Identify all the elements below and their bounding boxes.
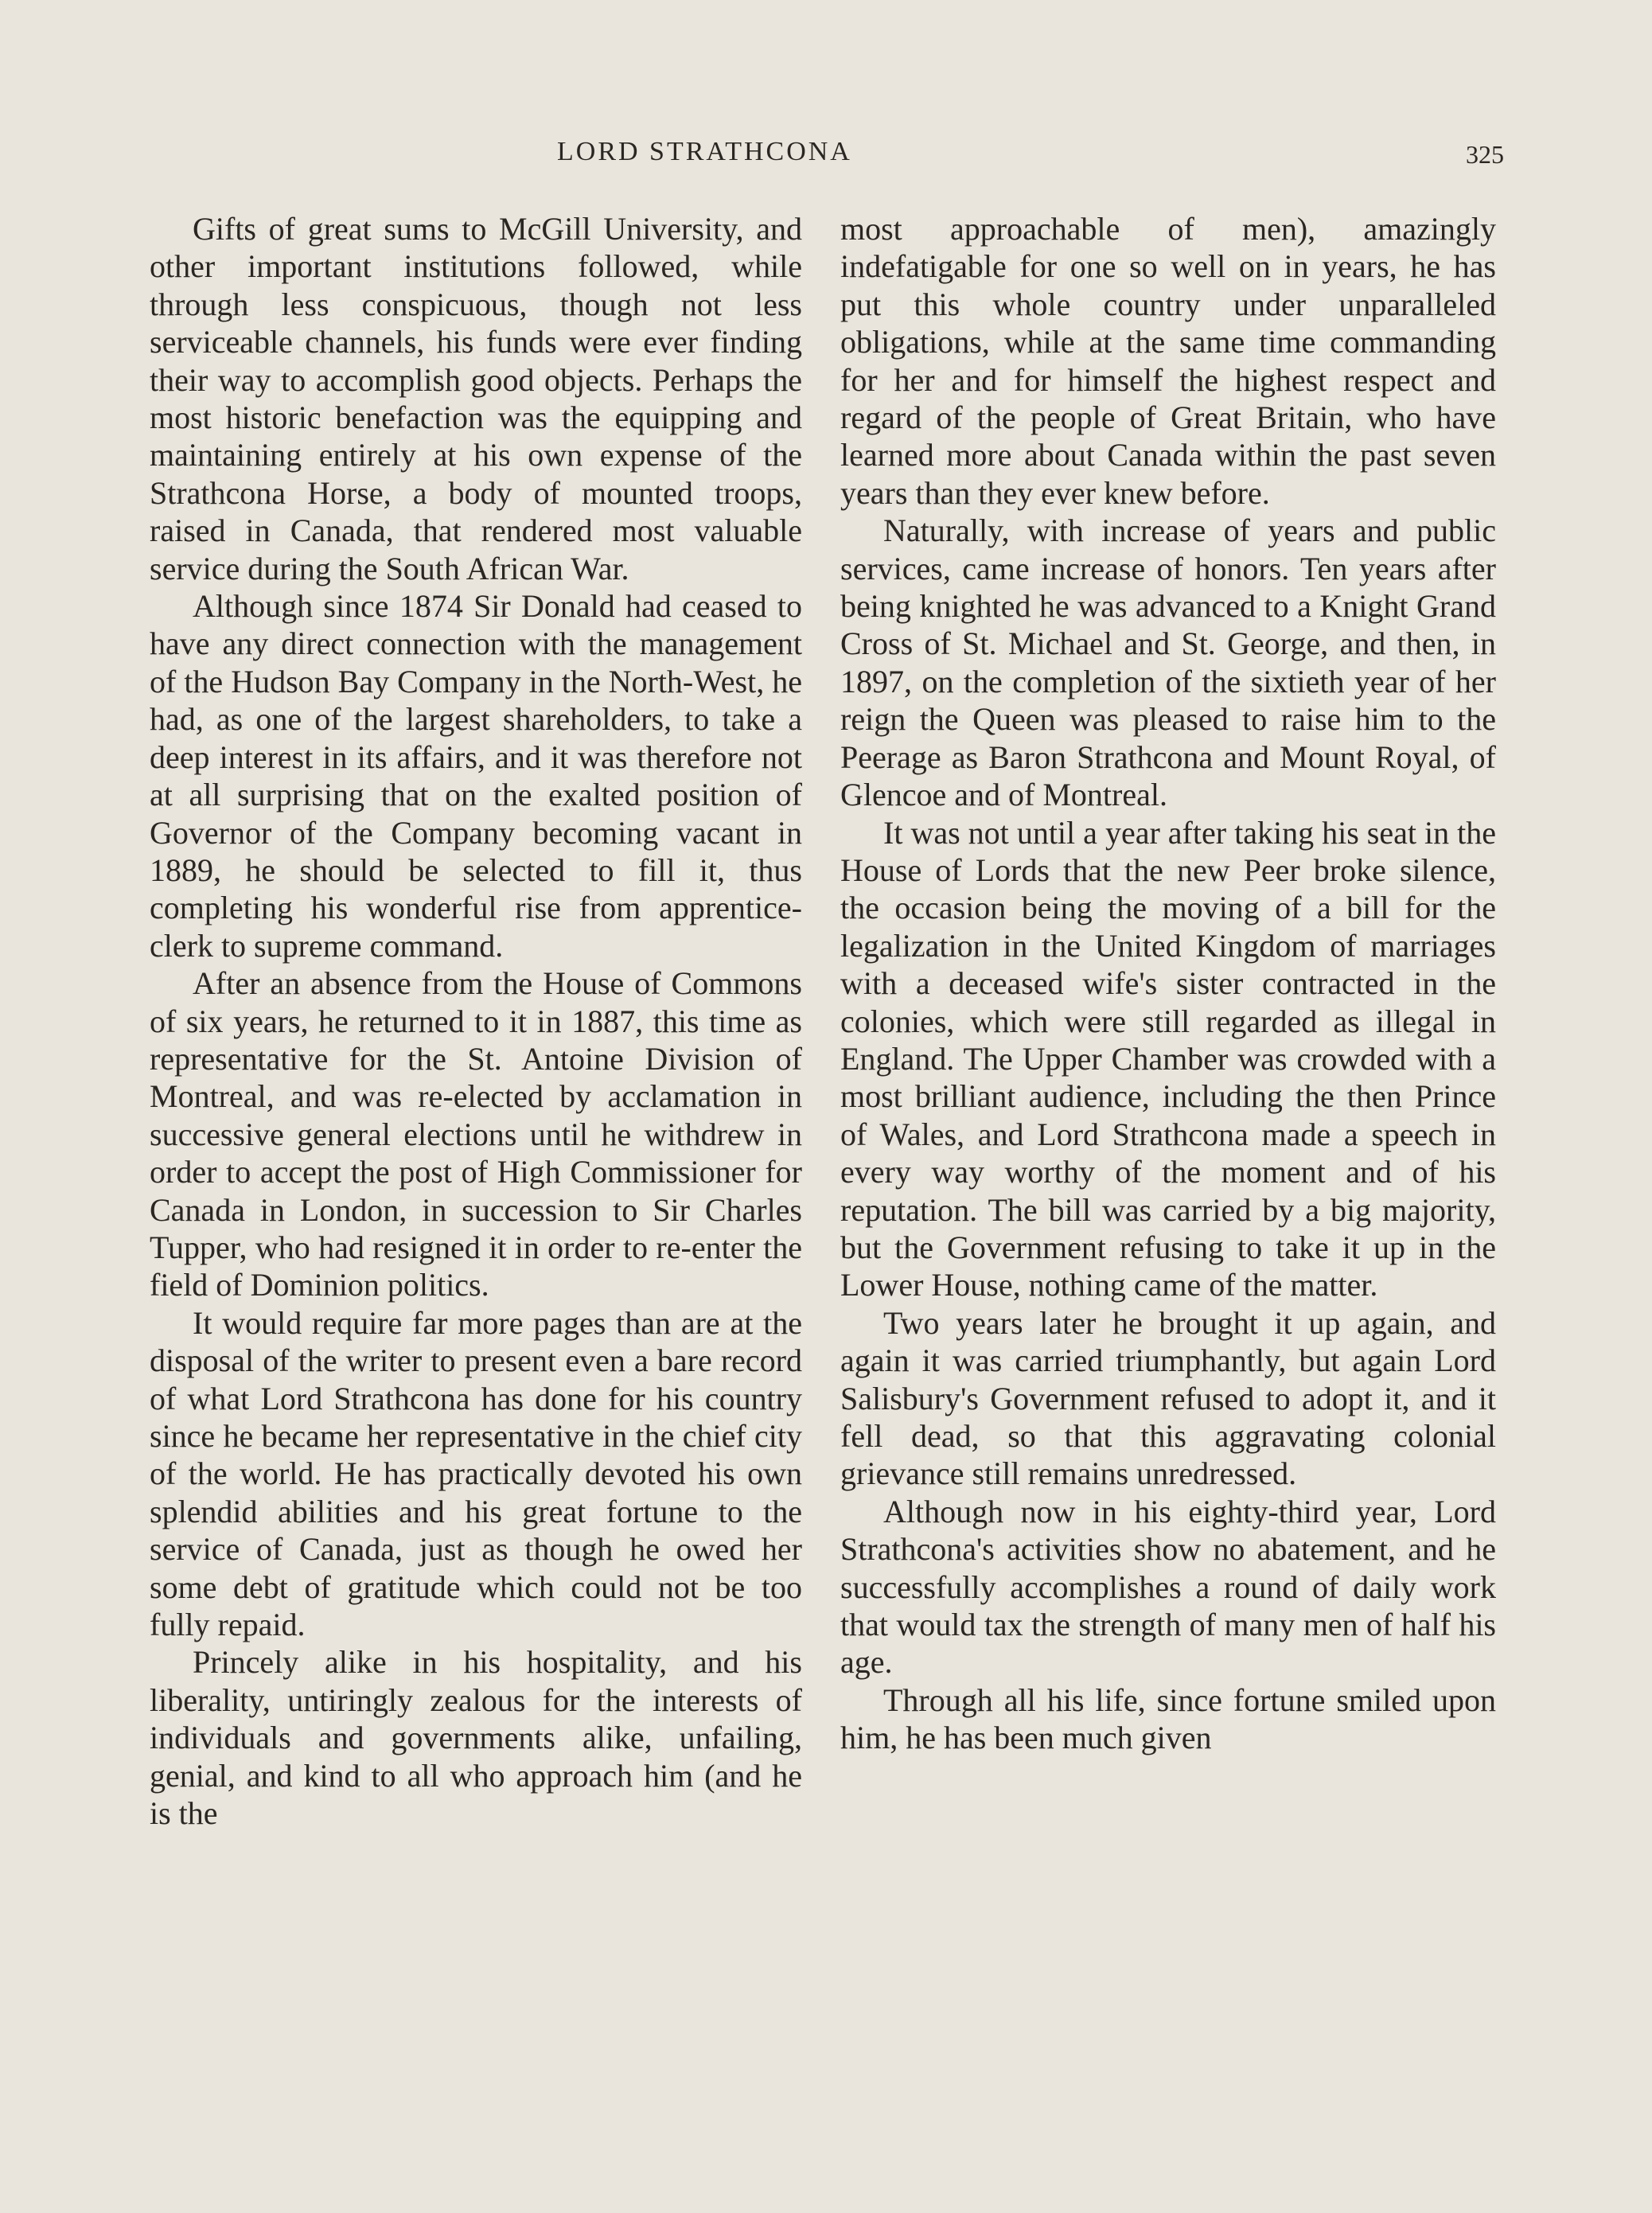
paragraph: Two years later he brought it up again, and again it was carried triumphantly, but again Lord Salisbury's Government refused to adopt it, and it fell dead, so that this aggravating colonial grievance still remains unredressed.	[840, 1304, 1496, 1492]
paragraph: It was not until a year after taking his seat in the House of Lords that the new Peer broke silence, the occasion being the moving of a bill for the legalization in the United Kingdom of marriages with a deceased wife's sister contracted in the colonies, which were still regarded as illegal in England. The Upper Chamber was crowded with a most brilliant audience, including the then Prince of Wales, and Lord Strathcona made a speech in every way worthy of the moment and of his reputation. The bill was carried by a big majority, but the Government refusing to take it up in the Lower House, nothing came of the matter.	[840, 814, 1496, 1303]
paragraph: Although now in his eighty-third year, Lord Strathcona's activities show no abatement, and he successfully accomplishes a round of daily work that would tax the strength of many men of half his age.	[840, 1493, 1496, 1681]
paragraph: Princely alike in his hospitality, and his liberality, untiringly zealous for the interests of individuals and governments alike, unfailing, genial, and kind to all who approach him (and he is the	[150, 1644, 802, 1832]
page-number: 325	[1466, 140, 1504, 169]
paragraph: After an absence from the House of Commons of six years, he returned to it in 1887, this time as representative for the St. Antoine Division of Montreal, and was re-elected by acclamation in successive general elections until he withdrew in order to accept the post of High Commissioner for Canada in London, in succession to Sir Charles Tupper, who had resigned it in order to re-enter the field of Dominion politics.	[150, 965, 802, 1303]
left-column	[150, 210, 802, 1832]
paragraph-continued: most approachable of men), amazingly indefatigable for one so well on in years, he has put this whole country under unparalleled obligations, while at the same time commanding for her and for himself the highest respect and regard of the people of Great Britain, who have learned more about Canada within the past seven years than they ever knew before.	[840, 211, 1496, 511]
running-title: LORD STRATHCONA	[557, 137, 852, 166]
paragraph: Gifts of great sums to McGill University, and other important institutions followed, while through less conspicuous, though not less serviceable channels, his funds were ever finding their way to accomplish good objects. Perhaps the most historic benefaction was the equipping and maintaining entirely at his own expense of the Strathcona Horse, a body of mounted troops, raised in Canada, that rendered most valuable service during the South African War.	[150, 211, 802, 586]
right-column	[840, 210, 1496, 1757]
paragraph: Through all his life, since fortune smiled upon him, he has been much given	[840, 1681, 1496, 1756]
paragraph: It would require far more pages than are at the disposal of the writer to present even a bare record of what Lord Strathcona has done for his country since he became her representative in the chief city of the world. He has practically devoted his own splendid abilities and his great fortune to the service of Canada, just as though he owed her some debt of gratitude which could not be too fully repaid.	[150, 1304, 802, 1643]
paragraph: Naturally, with increase of years and public services, came increase of honors. Ten years after being knighted he was advanced to a Knight Grand Cross of St. Michael and St. George, and then, in 1897, on the completion of the sixtieth year of her reign the Queen was pleased to raise him to the Peerage as Baron Strathcona and Mount Royal, of Glencoe and of Montreal.	[840, 512, 1496, 813]
paragraph: Although since 1874 Sir Donald had ceased to have any direct connection with the management of the Hudson Bay Company in the North-West, he had, as one of the largest shareholders, to take a deep interest in its affairs, and it was therefore not at all surprising that on the exalted position of Governor of the Company becoming vacant in 1889, he should be selected to fill it, thus completing his wonderful rise from apprentice-clerk to supreme command.	[150, 588, 802, 964]
page-header	[0, 137, 1652, 177]
